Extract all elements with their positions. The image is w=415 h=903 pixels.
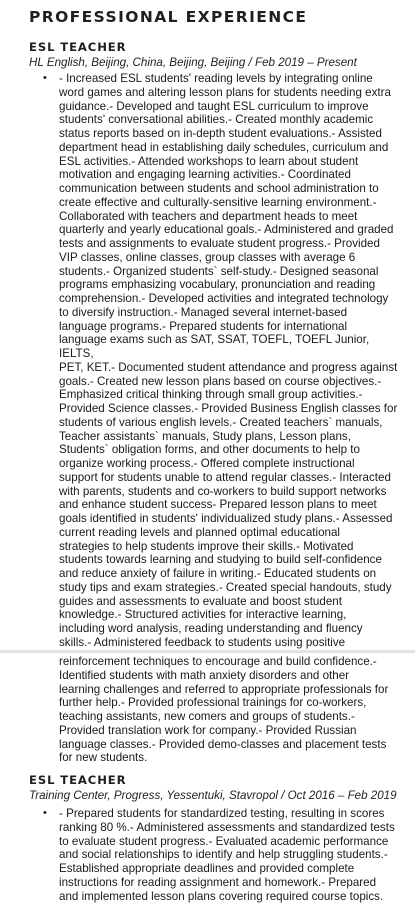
job-entry-1 (29, 40, 357, 69)
job-1-description: - Increased ESL students' reading levels by integrating online word games and altering lesson plans for students needing extra guidance.- Developed and taught ESL curriculum to improve students' conversational abilities.- Created monthly academic status reports based on in-depth student evaluations.- Assisted department head in establishing daily schedules, curriculum and ESL activities.- Attended workshops to learn about student motivation and engaging learning activities.- Coordinated communication between students and school administration to create effective and culturally-sensitive learning environment.- Collaborated with teachers and department heads to meet quarterly and yearly educational goals.- Administered and graded tests and assignments to evaluate student progress.- Provided VIP classes, online classes, group classes with average 6 students.- Organized students` self-study.- Designed seasonal programs emphasizing vocabulary, pronunciation and reading comprehension.- Developed activities and integrated technology to diversify instruction.- Managed several internet-based language programs.- Prepared students for international language exams such as SAT, SSAT, TOEFL, TOEFL Junior, IELTS, PET, KET.- Documented student attendance and progress against goals.- Created new lesson plans based on course objectives.- Emphasized critical thinking through small group activities.- Provided Science classes.- Provided Business English classes for students of various english levels.- Created teachers` manuals, Teacher assistants` manuals, Study plans, Lesson plans, Students` obligation forms, and other documents to help to organize working process.- Offered complete instructional support for students unable to attend regular classes.- Interacted with parents, students and co-workers to build support networks and enhance student success- Prepared lesson plans to meet goals identified in students' individualized study plans.- Assessed current reading levels and planned optimal educational strategies to help students improve their skills.- Motivated students towards learning and studying to build self-confidence and reduce anxiety of failure in writing.- Educated students on study tips and exam strategies.- Created special handouts, study guides and assessments to evaluate and boost student knowledge.- Structured activities for interactive learning, including word analysis, reading understanding and fluency skills.- Administered feedback to students using positive (59, 72, 398, 649)
resume-page-2 (0, 653, 415, 903)
bullet-icon: • (43, 72, 47, 84)
job-1-bullet (45, 72, 400, 650)
job-meta: HL English, Beijing, China, Beijing, Beijing / Feb 2019 – Present (29, 56, 357, 69)
job-title: ESL TEACHER (29, 40, 127, 54)
job-entry-2 (29, 773, 397, 802)
bullet-icon: • (43, 807, 47, 819)
job-title: ESL TEACHER (29, 773, 127, 787)
job-meta: Training Center, Progress, Yessentuki, Stavropol / Oct 2016 – Feb 2019 (29, 789, 397, 802)
job-1-description-continued: reinforcement techniques to encourage and build confidence.- Identified students with math anxiety disorders and other learning challenges and referred to appropriate professionals for further help.- Provided professional trainings for co-workers, teaching assistants, new comers and groups of students.- Provided translation work for company.- Provided Russian language classes.- Provided demo-classes and placement tests for new students. (59, 655, 389, 765)
job-2-bullet (45, 807, 400, 903)
section-title: PROFESSIONAL EXPERIENCE (29, 8, 308, 26)
job-2-description: - Prepared students for standardized testing, resulting in scores ranking 80 %.- Administered assessments and standardized tests to evaluate student progress.- Evaluated academic performance and social relationships to identify and help struggling students.- Established appropriate deadlines and provided complete instructions for reading assignment and homework.- Prepared and implemented lesson plans covering required course topics. (59, 807, 395, 903)
